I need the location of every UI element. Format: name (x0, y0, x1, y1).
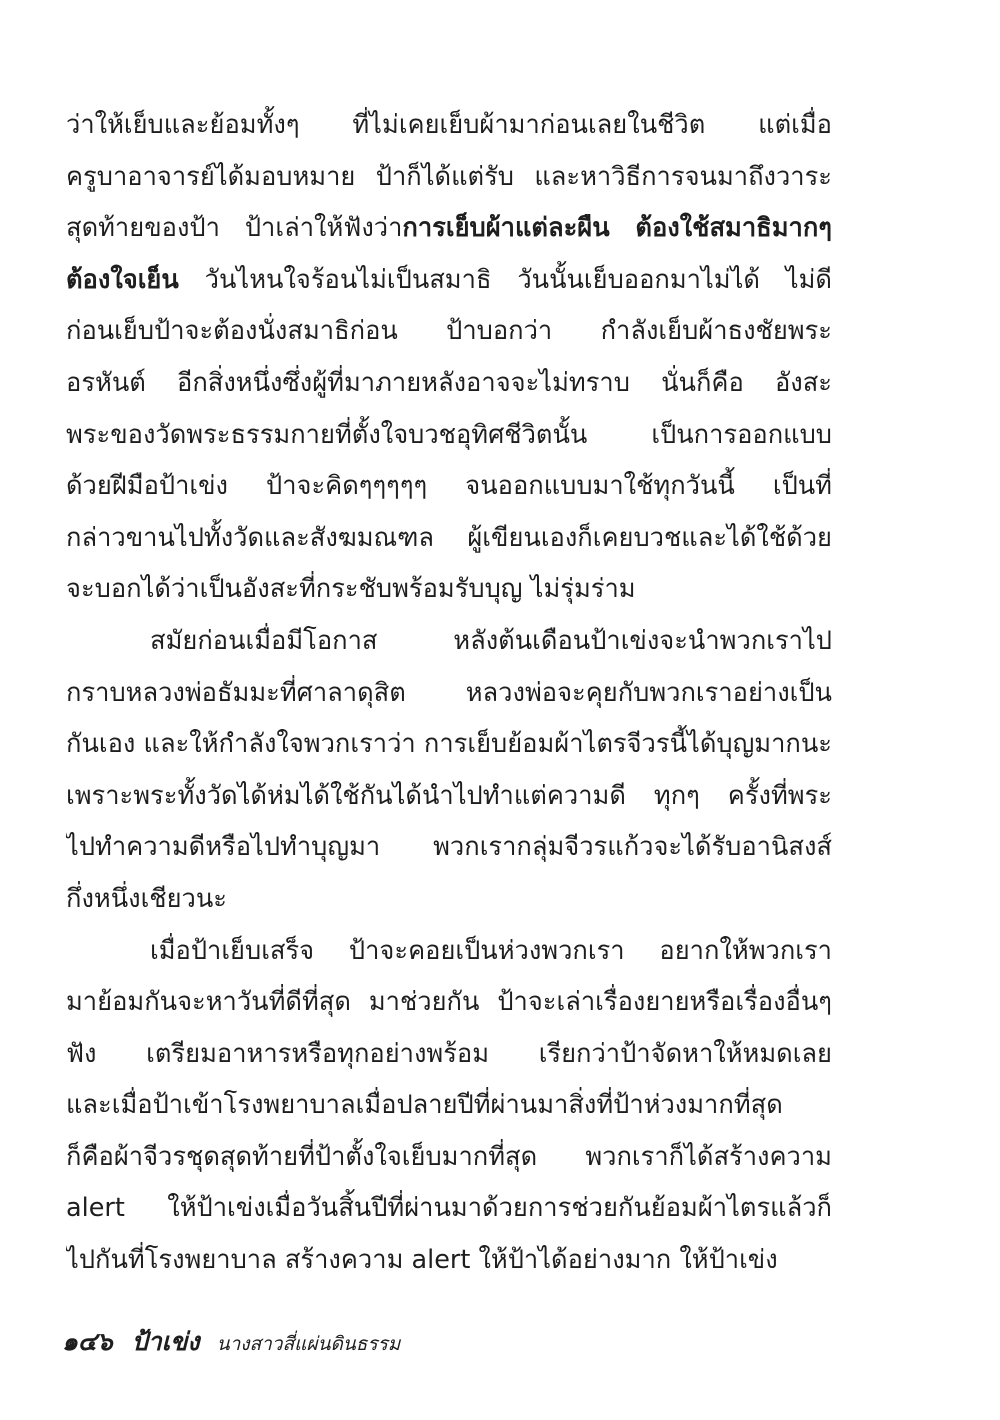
text-line (66, 719, 832, 771)
text-line (66, 513, 832, 565)
paragraph (66, 100, 832, 616)
text-line (66, 1235, 832, 1287)
text-line (66, 874, 832, 926)
emphasized-text: การเย็บผ้าแต่ละผืน ต้องใช้สมาธิมากๆ (402, 213, 832, 244)
text-line (66, 255, 832, 307)
text-segment: ด้วยฝีมือป้าเข่ง ป้าจะคิดๆๆๆๆๆ จนออกแบบมาใช้ทุกวันนี้ เป็นที่ (66, 471, 832, 502)
text-segment: ครูบาอาจารย์ได้มอบหมาย ป้าก็ได้แต่รับ และหาวิธีการจนมาถึงวาระ (66, 161, 832, 192)
text-segment: alert ให้ป้าเข่งเมื่อวันสิ้นปีที่ผ่านมาด้วยการช่วยกันย้อมผ้าไตรแล้วก็ (66, 1193, 832, 1224)
text-line (66, 1029, 832, 1081)
body-text (66, 100, 832, 1287)
text-segment: ว่าให้เย็บและย้อมทั้งๆ ที่ไม่เคยเย็บผ้ามาก่อนเลยในชีวิต แต่เมื่อ (66, 110, 832, 140)
text-segment: ไปทำความดีหรือไปทำบุญมา พวกเรากลุ่มจีวรแก้วจะได้รับอานิสงส์ (66, 832, 832, 863)
text-line (66, 358, 832, 410)
text-segment: กล่าวขานไปทั้งวัดและสังฆมณฑล ผู้เขียนเองก็เคยบวชและได้ใช้ด้วย (66, 522, 832, 553)
text-line (66, 616, 832, 668)
text-line (66, 771, 832, 823)
paragraph (66, 616, 832, 926)
text-line (66, 822, 832, 874)
text-segment: กันเอง และให้กำลังใจพวกเราว่า การเย็บย้อมผ้าไตรจีวรนี้ได้บุญมากนะ (66, 729, 832, 760)
emphasized-text: ต้องใจเย็น (66, 264, 179, 295)
text-segment: ก่อนเย็บป้าจะต้องนั่งสมาธิก่อน ป้าบอกว่า กำลังเย็บผ้าธงชัยพระ (66, 316, 832, 347)
text-line (66, 1080, 832, 1132)
text-line (66, 926, 832, 978)
text-line (66, 306, 832, 358)
text-segment: และเมื่อป้าเข้าโรงพยาบาลเมื่อปลายปีที่ผ่านมาสิ่งที่ป้าห่วงมากที่สุด (66, 1090, 783, 1121)
paragraph (66, 926, 832, 1287)
page-footer (62, 1322, 400, 1362)
text-line (66, 977, 832, 1029)
text-line (66, 203, 832, 255)
text-segment: ฟัง เตรียมอาหารหรือทุกอย่างพร้อม เรียกว่าป้าจัดหาให้หมดเลย (66, 1038, 832, 1069)
text-segment: สมัยก่อนเมื่อมีโอกาส หลังต้นเดือนป้าเข่งจะนำพวกเราไป (150, 625, 832, 656)
text-segment: มาย้อมกันจะหาวันที่ดีที่สุด มาช่วยกัน ป้าจะเล่าเรื่องยายหรือเรื่องอื่นๆ (66, 987, 832, 1018)
text-segment: กราบหลวงพ่อธัมมะที่ศาลาดุสิต หลวงพ่อจะคุยกับพวกเราอย่างเป็น (66, 677, 832, 708)
page-number: ๑๔๖ (62, 1327, 113, 1356)
text-segment: ไปกันที่โรงพยาบาล สร้างความ alert ให้ป้าได้อย่างมาก ให้ป้าเข่ง (66, 1245, 778, 1276)
text-segment: พระของวัดพระธรรมกายที่ตั้งใจบวชอุทิศชีวิตนั้น เป็นการออกแบบ (66, 419, 832, 450)
text-segment: กึ่งหนึ่งเชียวนะ (66, 883, 227, 914)
text-line (66, 1132, 832, 1184)
text-line (66, 564, 832, 616)
text-line (66, 1183, 832, 1235)
text-line (66, 668, 832, 720)
text-segment: เพราะพระทั้งวัดได้ห่มได้ใช้กันได้นำไปทำแต่ความดี ทุกๆ ครั้งที่พระ (66, 780, 832, 811)
text-line (66, 410, 832, 462)
text-segment: สุดท้ายของป้า ป้าเล่าให้ฟังว่า (66, 213, 403, 244)
text-line (66, 152, 832, 204)
book-subtitle: นางสาวสี่แผ่นดินธรรม (216, 1333, 401, 1355)
text-segment: ก็คือผ้าจีวรชุดสุดท้ายที่ป้าตั้งใจเย็บมากที่สุด พวกเราก็ได้สร้างความ (66, 1141, 832, 1172)
text-line (66, 100, 832, 152)
text-segment: จะบอกได้ว่าเป็นอังสะที่กระชับพร้อมรับบุญ ไม่รุ่มร่าม (66, 574, 636, 605)
text-segment: วันไหนใจร้อนไม่เป็นสมาธิ วันนั้นเย็บออกมาไม่ได้ ไม่ดี (178, 264, 832, 295)
text-segment: เมื่อป้าเย็บเสร็จ ป้าจะคอยเป็นห่วงพวกเรา อยากให้พวกเรา (150, 935, 832, 966)
book-title: ป้าเข่ง (131, 1327, 200, 1356)
text-segment: อรหันต์ อีกสิ่งหนึ่งซึ่งผู้ที่มาภายหลังอาจจะไม่ทราบ นั่นก็คือ อังสะ (66, 367, 832, 398)
text-line (66, 461, 832, 513)
